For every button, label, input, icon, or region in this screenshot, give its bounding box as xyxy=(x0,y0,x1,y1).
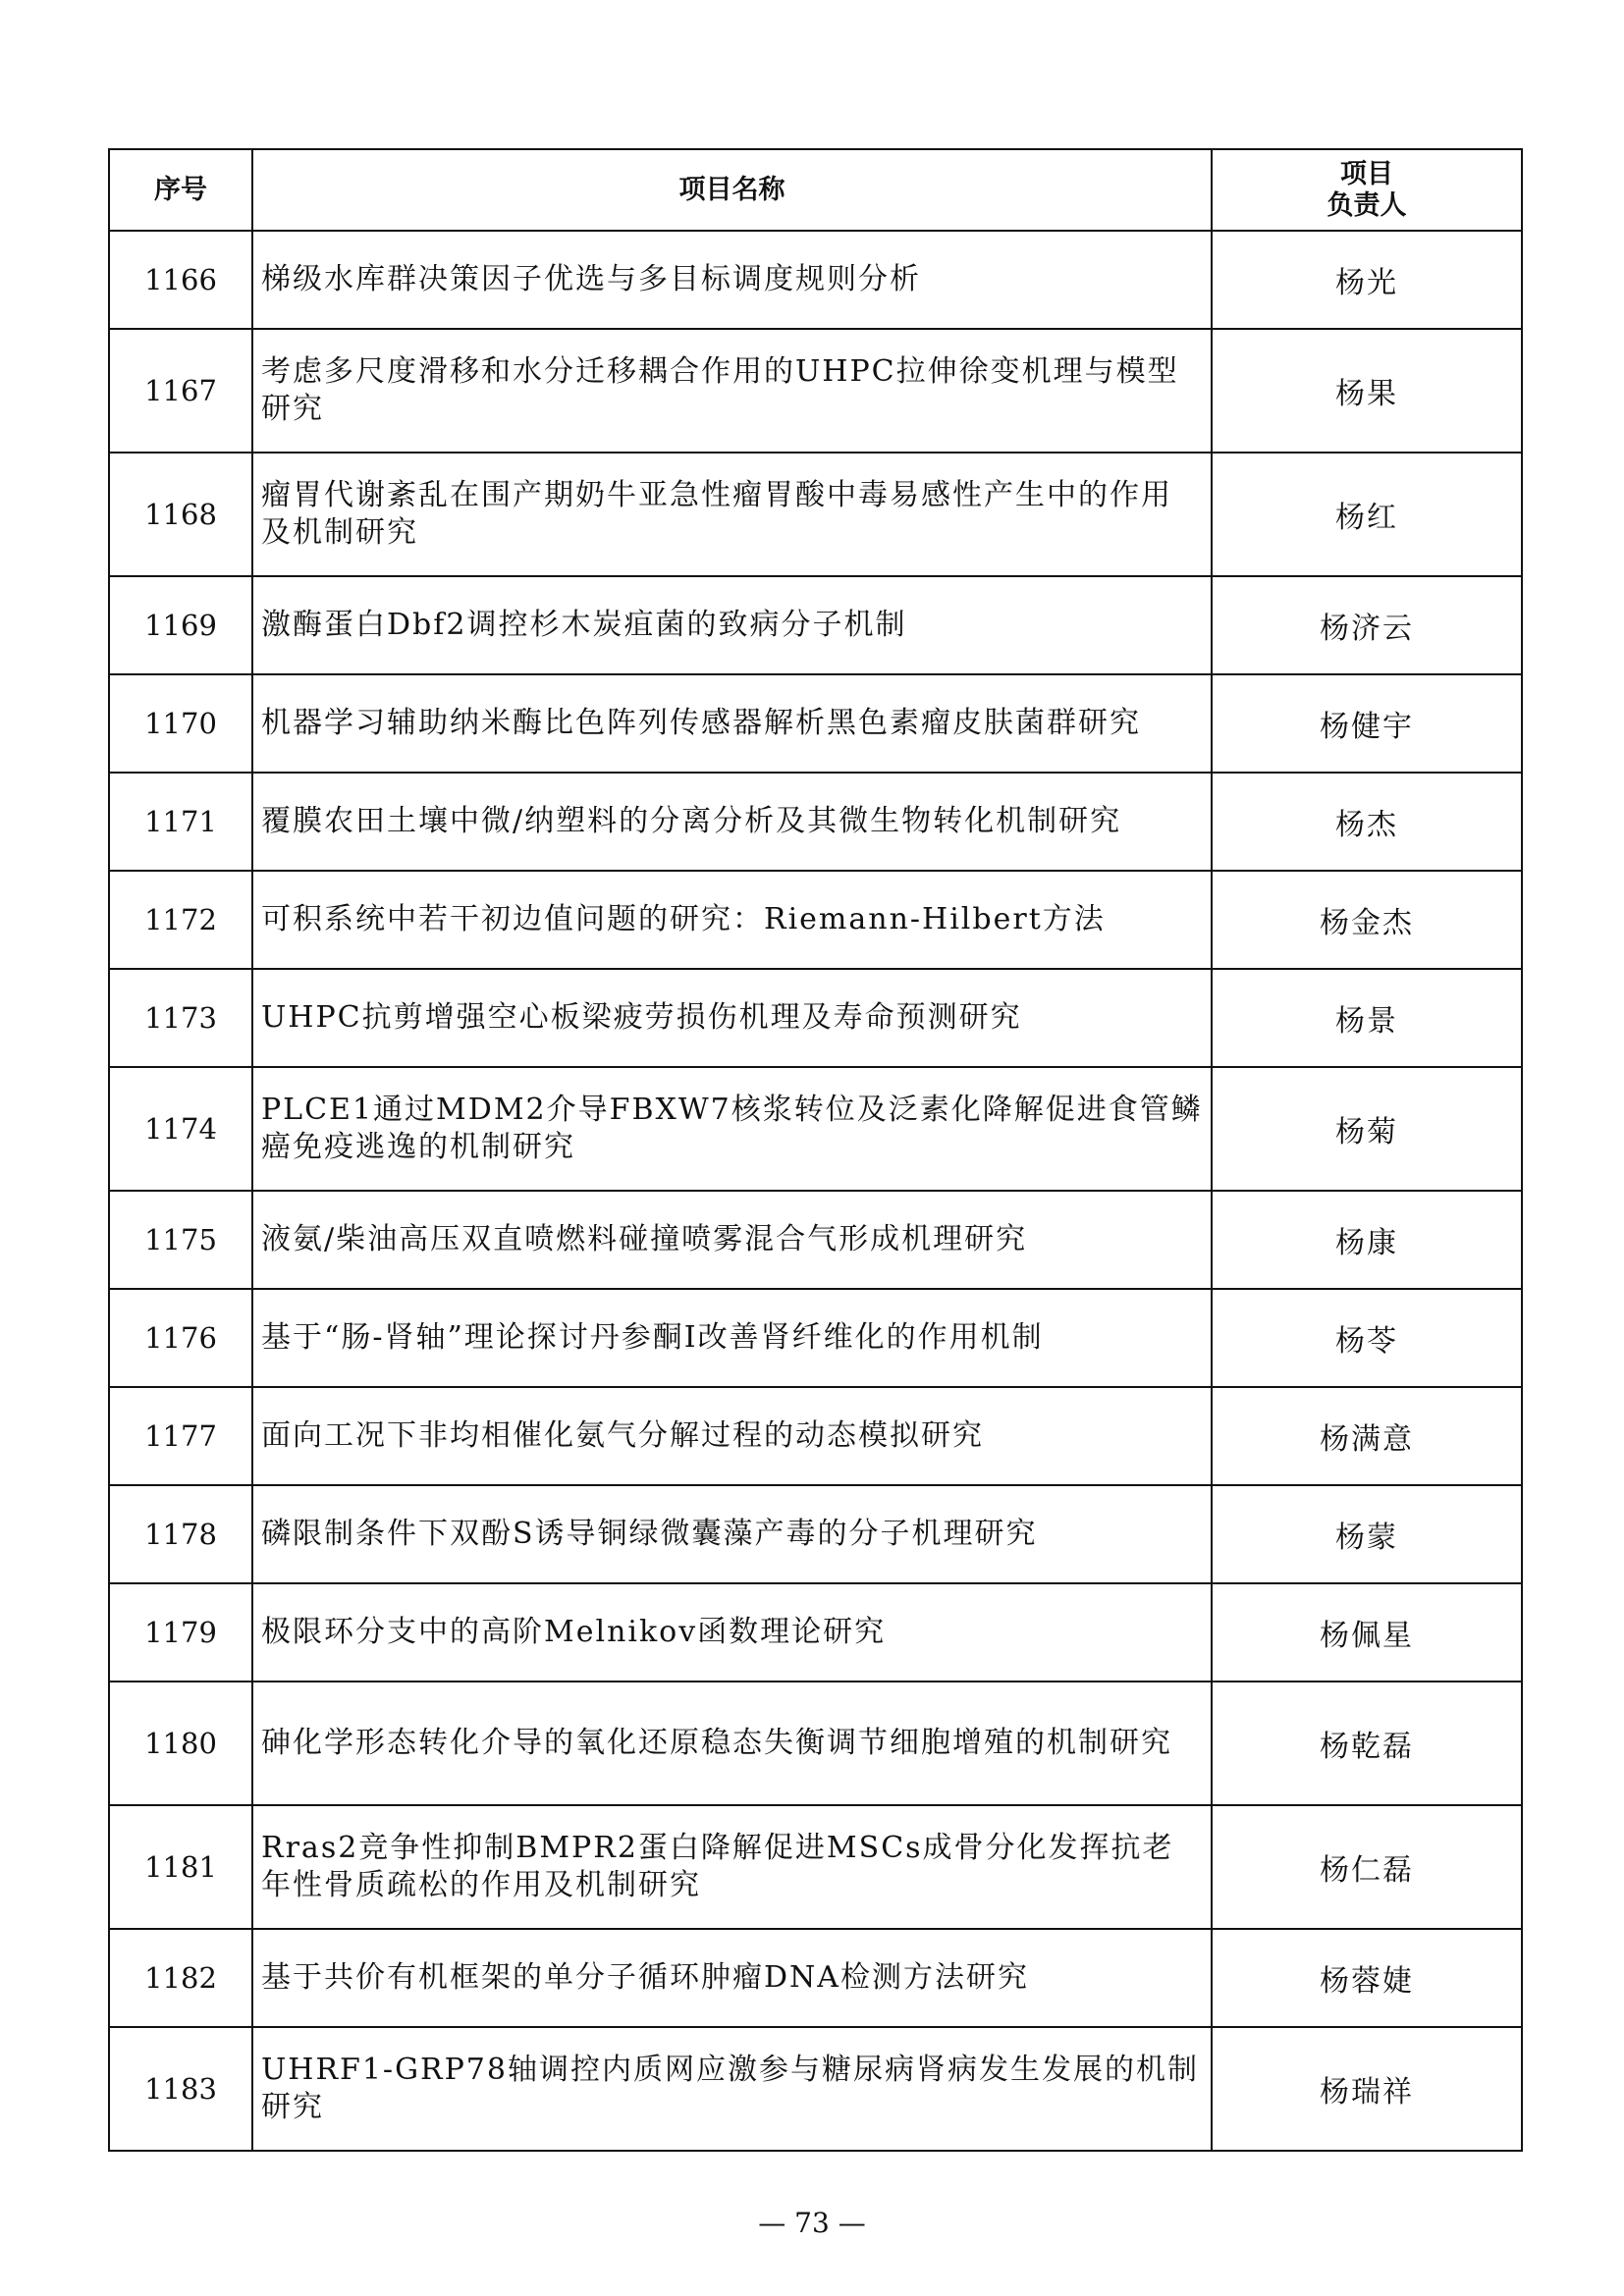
header-leader-line1: 项目 xyxy=(1340,158,1393,189)
table-row xyxy=(109,231,1522,329)
row-project-leader: 杨红 xyxy=(1212,453,1522,576)
table-row xyxy=(109,1485,1522,1583)
row-project-name: PLCE1通过MDM2介导FBXW7核浆转位及泛素化降解促进食管鳞癌免疫逃逸的机制研究 xyxy=(252,1067,1212,1191)
row-index: 1180 xyxy=(109,1682,252,1805)
row-project-leader: 杨菊 xyxy=(1212,1067,1522,1191)
table-row xyxy=(109,1191,1522,1289)
row-index: 1166 xyxy=(109,231,252,329)
table-row xyxy=(109,1929,1522,2027)
row-project-leader: 杨乾磊 xyxy=(1212,1682,1522,1805)
header-project-name: 项目名称 xyxy=(252,149,1212,231)
row-project-name: 梯级水库群决策因子优选与多目标调度规则分析 xyxy=(252,231,1212,329)
page-number: — 73 — xyxy=(758,2207,866,2239)
row-index: 1175 xyxy=(109,1191,252,1289)
row-index: 1168 xyxy=(109,453,252,576)
table-row xyxy=(109,576,1522,674)
row-project-leader: 杨济云 xyxy=(1212,576,1522,674)
row-index: 1171 xyxy=(109,773,252,871)
row-project-name: 基于共价有机框架的单分子循环肿瘤DNA检测方法研究 xyxy=(252,1929,1212,2027)
row-index: 1181 xyxy=(109,1805,252,1929)
row-project-leader: 杨杰 xyxy=(1212,773,1522,871)
row-project-leader: 杨苓 xyxy=(1212,1289,1522,1387)
row-index: 1178 xyxy=(109,1485,252,1583)
row-project-leader: 杨蒙 xyxy=(1212,1485,1522,1583)
row-project-leader: 杨满意 xyxy=(1212,1387,1522,1485)
table-row xyxy=(109,1387,1522,1485)
row-project-name: 磷限制条件下双酚S诱导铜绿微囊藻产毒的分子机理研究 xyxy=(252,1485,1212,1583)
row-project-name: 基于“肠-肾轴”理论探讨丹参酮I改善肾纤维化的作用机制 xyxy=(252,1289,1212,1387)
row-project-leader: 杨景 xyxy=(1212,969,1522,1067)
row-index: 1172 xyxy=(109,871,252,969)
header-index: 序号 xyxy=(109,149,252,231)
row-project-name: 覆膜农田土壤中微/纳塑料的分离分析及其微生物转化机制研究 xyxy=(252,773,1212,871)
row-index: 1173 xyxy=(109,969,252,1067)
row-project-name: 面向工况下非均相催化氨气分解过程的动态模拟研究 xyxy=(252,1387,1212,1485)
table-row xyxy=(109,871,1522,969)
row-index: 1169 xyxy=(109,576,252,674)
row-project-leader: 杨健宇 xyxy=(1212,674,1522,773)
table-row xyxy=(109,674,1522,773)
row-project-name: UHPC抗剪增强空心板梁疲劳损伤机理及寿命预测研究 xyxy=(252,969,1212,1067)
row-index: 1177 xyxy=(109,1387,252,1485)
row-project-name: UHRF1-GRP78轴调控内质网应激参与糖尿病肾病发生发展的机制研究 xyxy=(252,2027,1212,2151)
row-index: 1179 xyxy=(109,1583,252,1682)
table-row xyxy=(109,969,1522,1067)
row-project-leader: 杨康 xyxy=(1212,1191,1522,1289)
row-project-name: 瘤胃代谢紊乱在围产期奶牛亚急性瘤胃酸中毒易感性产生中的作用及机制研究 xyxy=(252,453,1212,576)
project-table xyxy=(108,148,1523,2152)
header-leader-line2: 负责人 xyxy=(1326,189,1407,221)
table-row xyxy=(109,1583,1522,1682)
row-index: 1170 xyxy=(109,674,252,773)
table-row xyxy=(109,773,1522,871)
header-project-leader xyxy=(1212,149,1522,231)
row-index: 1167 xyxy=(109,329,252,453)
row-project-leader: 杨蓉婕 xyxy=(1212,1929,1522,2027)
row-project-name: 液氨/柴油高压双直喷燃料碰撞喷雾混合气形成机理研究 xyxy=(252,1191,1212,1289)
row-index: 1182 xyxy=(109,1929,252,2027)
row-project-leader: 杨仁磊 xyxy=(1212,1805,1522,1929)
row-project-leader: 杨果 xyxy=(1212,329,1522,453)
row-project-name: 激酶蛋白Dbf2调控杉木炭疽菌的致病分子机制 xyxy=(252,576,1212,674)
row-project-name: Rras2竞争性抑制BMPR2蛋白降解促进MSCs成骨分化发挥抗老年性骨质疏松的作用及机制研究 xyxy=(252,1805,1212,1929)
row-project-leader: 杨佩星 xyxy=(1212,1583,1522,1682)
table-row xyxy=(109,1805,1522,1929)
row-project-name: 考虑多尺度滑移和水分迁移耦合作用的UHPC拉伸徐变机理与模型研究 xyxy=(252,329,1212,453)
table-header-row xyxy=(109,149,1522,231)
row-index: 1183 xyxy=(109,2027,252,2151)
table-row xyxy=(109,1067,1522,1191)
row-project-leader: 杨光 xyxy=(1212,231,1522,329)
table-row xyxy=(109,329,1522,453)
row-index: 1176 xyxy=(109,1289,252,1387)
row-project-name: 可积系统中若干初边值问题的研究：Riemann-Hilbert方法 xyxy=(252,871,1212,969)
table-row xyxy=(109,1682,1522,1805)
row-project-leader: 杨瑞祥 xyxy=(1212,2027,1522,2151)
row-project-name: 极限环分支中的高阶Melnikov函数理论研究 xyxy=(252,1583,1212,1682)
table-row xyxy=(109,1289,1522,1387)
table-row xyxy=(109,453,1522,576)
table-row xyxy=(109,2027,1522,2151)
row-index: 1174 xyxy=(109,1067,252,1191)
row-project-leader: 杨金杰 xyxy=(1212,871,1522,969)
row-project-name: 机器学习辅助纳米酶比色阵列传感器解析黑色素瘤皮肤菌群研究 xyxy=(252,674,1212,773)
table-body xyxy=(109,231,1522,2151)
row-project-name: 砷化学形态转化介导的氧化还原稳态失衡调节细胞增殖的机制研究 xyxy=(252,1682,1212,1805)
